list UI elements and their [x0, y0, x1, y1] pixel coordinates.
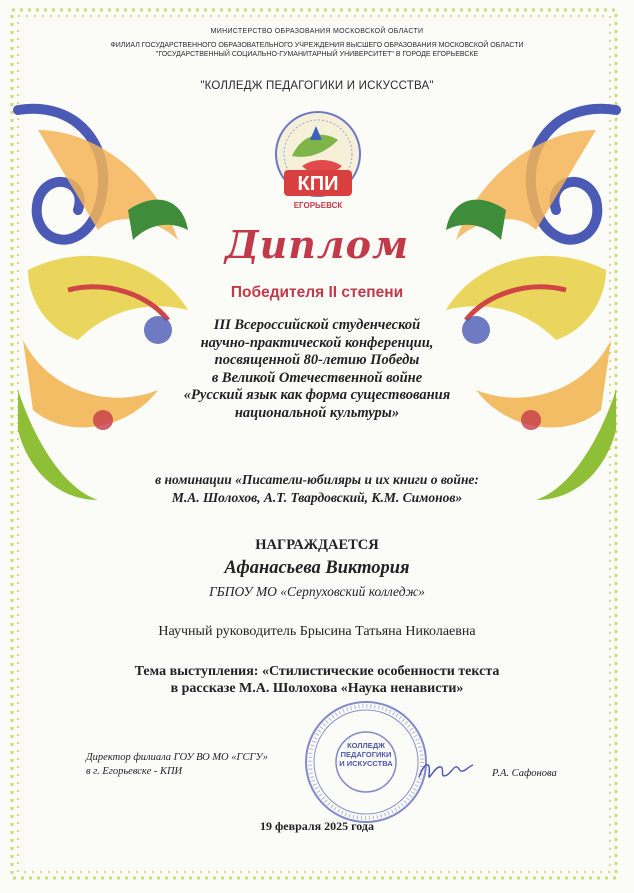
nomination-line: в номинации «Писатели-юбиляры и их книги о войне: — [155, 472, 479, 487]
presentation-topic — [90, 663, 544, 697]
conference-line: научно-практической конференции, — [200, 334, 434, 351]
stamp-center-text: КОЛЛЕДЖ ПЕДАГОГИКИ И ИСКУССТВА — [339, 741, 393, 768]
conference-line: III Всероссийской студенческой — [213, 317, 421, 333]
ministry-line: МИНИСТЕРСТВО ОБРАЗОВАНИЯ МОСКОВСКОЙ ОБЛАСТИ — [210, 28, 424, 35]
diploma-title: Диплом — [224, 222, 410, 267]
topic-line: в рассказе М.А. Шолохова «Наука ненависти» — [170, 681, 464, 696]
conference-line: национальной культуры» — [234, 404, 400, 421]
conference-line: «Русский язык как форма существования — [183, 387, 451, 404]
signer-name: Р.А. Сафонова — [492, 768, 557, 779]
branch-line-1: ФИЛИАЛ ГОСУДАРСТВЕННОГО ОБРАЗОВАТЕЛЬНОГО УЧРЕЖДЕНИЯ ВЫСШЕГО ОБРАЗОВАНИЯ МОСКОВСКОЙ ОБЛАСТИ — [110, 42, 524, 49]
awarded-label: НАГРАЖДАЕТСЯ — [255, 537, 379, 553]
nomination — [80, 471, 554, 507]
conference-description — [120, 317, 514, 423]
supervisor-line: Научный руководитель Брысина Татьяна Николаевна — [158, 624, 476, 639]
logo-city: ЕГОРЬЕВСК — [293, 201, 343, 210]
diploma-degree: Победителя II степени — [230, 284, 404, 301]
director-line: в г. Егорьевске - КПИ — [86, 766, 183, 777]
director-line: Директор филиала ГОУ ВО МО «ГСГУ» — [86, 752, 269, 763]
college-logo — [262, 104, 374, 216]
recipient-school: ГБПОУ МО «Серпуховский колледж» — [209, 584, 425, 599]
director-title — [86, 751, 346, 779]
signature-mark — [415, 755, 475, 787]
nomination-line: М.А. Шолохов, А.Т. Твардовский, К.М. Симонов» — [171, 490, 463, 505]
conference-line: посвященной 80-летию Победы — [214, 352, 420, 369]
recipient-name: Афанасьева Виктория — [224, 558, 410, 578]
branch-line-2: "ГОСУДАРСТВЕННЫЙ СОЦИАЛЬНО-ГУМАНИТАРНЫЙ УНИВЕРСИТЕТ" В ГОРОДЕ ЕГОРЬЕВСКЕ — [155, 51, 479, 58]
conference-line: в Великой Отечественной войне — [211, 369, 423, 386]
logo-abbr: КПИ — [297, 173, 339, 195]
topic-line: Тема выступления: «Стилистические особенности текста — [134, 664, 500, 679]
issue-date: 19 февраля 2025 года — [260, 819, 374, 833]
college-name: "КОЛЛЕДЖ ПЕДАГОГИКИ И ИСКУССТВА" — [200, 80, 434, 92]
